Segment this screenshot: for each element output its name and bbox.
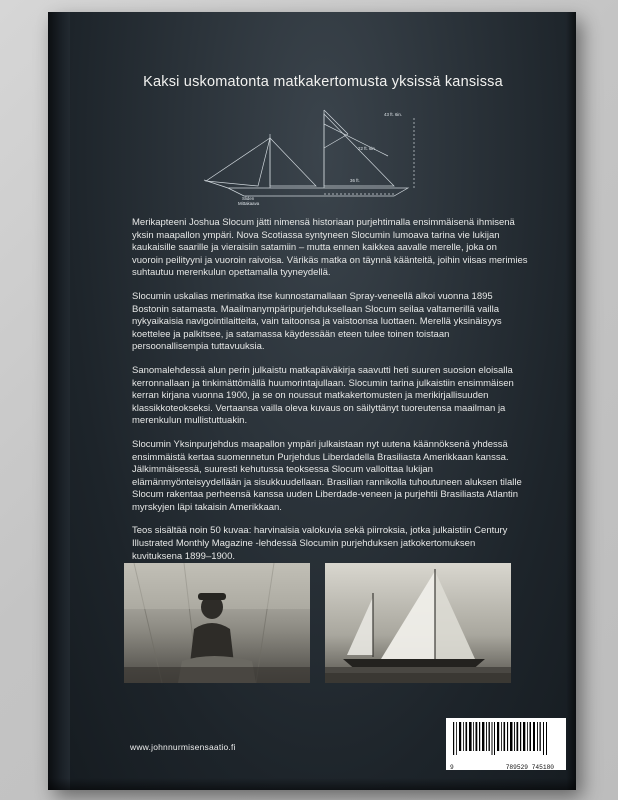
blurb-text xyxy=(132,217,528,563)
schematic-caption-2: Mittakaava xyxy=(238,201,260,206)
sailboat-schematic-icon xyxy=(198,104,448,206)
schematic-label-hull: 36 ft. xyxy=(350,178,360,183)
schematic-label-boom: 22 ft. 6in. xyxy=(358,146,377,151)
schematic-label-mast: 43 ft. 6in. xyxy=(384,112,403,117)
barcode-right-digits: 789529 745180 xyxy=(505,764,554,771)
cover-right-edge-shadow xyxy=(566,12,576,790)
blurb-paragraph: Sanomalehdessä alun perin julkaistu matkapäiväkirja saavutti heti suuren suosion eloisalla kerronnallaan ja tinkimättömällä huumorintajullaan. Slocumin tarina julkaistiin ensimmäisen kerran kirjana vuonna 1900, ja se on noussut matkakertomusten ja merikirjallisuuden klassikkoteokseksi. Vertaansa vailla oleva kuvaus on säilyttänyt tuoreutensa maailman ja merenkulun mullistuttuakin. xyxy=(132,364,514,427)
book-back-cover xyxy=(48,12,576,790)
cover-headline: Kaksi uskomatonta matkakertomusta yksissä kansissa xyxy=(143,74,503,90)
book-spine xyxy=(48,12,70,790)
barcode xyxy=(446,718,566,770)
photo-spray-boat xyxy=(325,563,511,683)
barcode-number-row xyxy=(446,764,558,771)
blurb-paragraph: Slocumin uskalias merimatka itse kunnostamallaan Spray-veneellä alkoi vuonna 1895 Bostonin satamasta. Maailmanympäripurjehduksellaan Slocum seilaa valtamerillä vailla nykyaikaisia navigointilaitteita, vain taitoonsa ja vaistoonsa luottaen. Merellä yksinäisyys koettelee ja palkitsee, ja satamassa käydessään eteen tulee toinen toistaan persoonallisempia tuttavuuksia. xyxy=(132,290,502,353)
blurb-paragraph: Teos sisältää noin 50 kuvaa: harvinaisia valokuvia sekä piirroksia, jotka julkaistiin Century Illustrated Monthly Magazine -lehdessä Slocumin purjehduksen jatkokertomuksen kuvituksena 1899–1900. xyxy=(132,525,508,562)
barcode-left-digit: 9 xyxy=(450,764,454,771)
cover-bottom-edge-shadow xyxy=(48,778,576,790)
blurb-paragraph: Slocumin Yksinpurjehdus maapallon ympäri julkaistaan nyt uutena käännöksenä yhdessä ensimmäistä kertaa suomennetun Purjehdus Liberdadella Brasiliasta Amerikkaan kanssa. Jälkimmäisessä, suuresti kehutussa teoksessa Slocum valloittaa lukijan elämänmyönteisyydellään ja sisukkuudellaan. Brasilian rannikolla tuhoutuneen aluksen tilalle Slocum rakentaa perheensä kanssa uuden Liberdade-veneen ja purjehtii Brasiliasta Atlantin myrskyjen läpi takaisin Amerikkaan. xyxy=(132,438,522,513)
schematic-caption-1: Sliden xyxy=(242,196,255,201)
photo-slocum-portrait xyxy=(124,563,310,683)
cover-artwork xyxy=(70,12,576,790)
publisher-website: www.johnnurmisensaatio.fi xyxy=(130,742,236,752)
blurb-paragraph: Merikapteeni Joshua Slocum jätti nimensä historiaan purjehtimalla ensimmäisenä ihmisenä yksin maapallon ympäri. Nova Scotiassa syntyneen Slocumin lumoava tarina vie lukijan kaukaisille saarille ja vieraisiin satamiin – mutta ennen kaikkea aavalle merelle, joka on vuoroin peilityyni ja vuoroin raivoisa. Värikäs matka on täynnä käänteitä, joihin viisas merimies suhtautuu merenkulun opettamalla tyyneydellä. xyxy=(132,217,528,279)
